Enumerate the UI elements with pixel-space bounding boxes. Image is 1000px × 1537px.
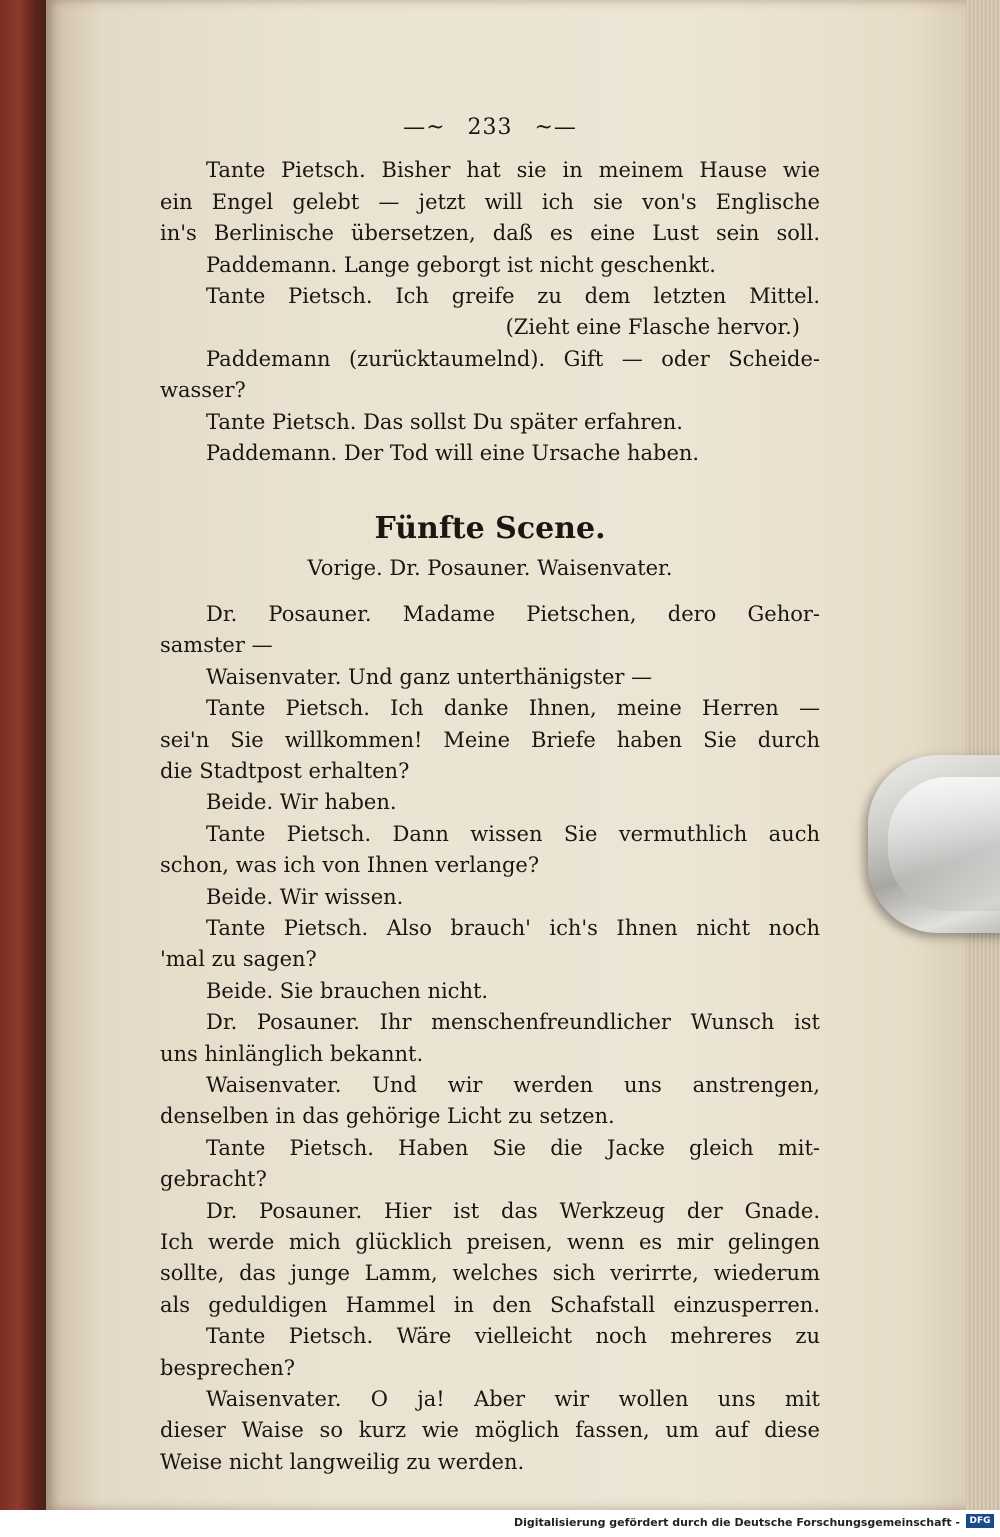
scene-heading: Fünfte Scene. bbox=[374, 511, 606, 547]
text-line: (Zieht eine Flasche hervor.) bbox=[505, 315, 800, 340]
glass-page-holder bbox=[868, 755, 1000, 933]
text-line: Tante Pietsch. Haben Sie die Jacke gleich mit- bbox=[206, 1135, 820, 1160]
book-binding bbox=[0, 0, 52, 1537]
text-line: Tante Pietsch. Ich danke Ihnen, meine Herren — bbox=[206, 696, 820, 721]
text-line: sollte, das junge Lamm, welches sich verirrte, wiederum bbox=[160, 1261, 820, 1286]
text-line: Paddemann. Der Tod will eine Ursache haben. bbox=[206, 441, 700, 466]
text-line: Tante Pietsch. Dann wissen Sie vermuthlich auch bbox=[206, 821, 820, 846]
text-line: denselben in das gehörige Licht zu setzen. bbox=[160, 1104, 615, 1129]
digitization-credit: Digitalisierung gefördert durch die Deutsche Forschungsgemeinschaft - bbox=[513, 1516, 960, 1529]
text-line: ein Engel gelebt — jetzt will ich sie von's Englische bbox=[160, 189, 820, 214]
text-line: Weise nicht langweilig zu werden. bbox=[160, 1449, 525, 1474]
text-line: uns hinlänglich bekannt. bbox=[160, 1041, 424, 1066]
text-line: Paddemann (zurücktaumelnd). Gift — oder Scheide- bbox=[206, 346, 820, 371]
page-text bbox=[160, 112, 820, 1478]
text-line: schon, was ich von Ihnen verlange? bbox=[160, 853, 540, 878]
text-line: sei'n Sie willkommen! Meine Briefe haben Sie durch bbox=[160, 727, 820, 752]
text-line: Dr. Posauner. Madame Pietschen, dero Gehor- bbox=[206, 601, 820, 626]
text-line: samster — bbox=[160, 633, 273, 658]
page-number-line bbox=[160, 112, 820, 143]
text-line: Beide. Wir haben. bbox=[206, 790, 397, 815]
text-line: wasser? bbox=[160, 378, 246, 403]
text-line: Beide. Wir wissen. bbox=[206, 884, 404, 909]
text-line: Tante Pietsch. Wäre vielleicht noch mehreres zu bbox=[206, 1324, 820, 1349]
text-line: Dr. Posauner. Ihr menschenfreundlicher Wunsch ist bbox=[206, 1010, 820, 1035]
text-line: Beide. Sie brauchen nicht. bbox=[206, 978, 489, 1003]
text-line: Waisenvater. Und wir werden uns anstrengen, bbox=[206, 1072, 820, 1097]
text-line: dieser Waise so kurz wie möglich fassen, um auf diese bbox=[160, 1418, 820, 1443]
text-line: Tante Pietsch. Bisher hat sie in meinem Hause wie bbox=[206, 158, 820, 183]
text-line: Tante Pietsch. Das sollst Du später erfahren. bbox=[206, 409, 683, 434]
dialogue-before-heading bbox=[160, 155, 820, 469]
ornament-left: —~ bbox=[403, 115, 446, 140]
dfg-logo: DFG bbox=[966, 1514, 994, 1528]
ornament-right: ~— bbox=[534, 115, 577, 140]
text-line: Waisenvater. Und ganz unterthänigster — bbox=[206, 664, 653, 689]
text-line: Paddemann. Lange geborgt ist nicht geschenkt. bbox=[206, 252, 716, 277]
dialogue-after-heading bbox=[160, 599, 820, 1478]
text-line: 'mal zu sagen? bbox=[160, 947, 317, 972]
text-line: Dr. Posauner. Hier ist das Werkzeug der Gnade. bbox=[206, 1198, 820, 1223]
page-number: 233 bbox=[467, 115, 513, 140]
text-line: Ich werde mich glücklich preisen, wenn es mir gelingen bbox=[160, 1230, 820, 1254]
text-line: gebracht? bbox=[160, 1167, 267, 1192]
cast-line: Vorige. Dr. Posauner. Waisenvater. bbox=[307, 556, 673, 581]
text-line: Waisenvater. O ja! Aber wir wollen uns mit bbox=[206, 1387, 820, 1412]
text-line: Tante Pietsch. Ich greife zu dem letzten Mittel. bbox=[206, 284, 820, 309]
text-line: besprechen? bbox=[160, 1355, 296, 1380]
text-line: Tante Pietsch. Also brauch' ich's Ihnen nicht noch bbox=[206, 915, 820, 940]
text-line: als geduldigen Hammel in den Schafstall einzusperren. bbox=[160, 1292, 820, 1317]
text-line: in's Berlinische übersetzen, daß es eine Lust sein soll. bbox=[160, 221, 820, 246]
text-line: die Stadtpost erhalten? bbox=[160, 758, 410, 783]
